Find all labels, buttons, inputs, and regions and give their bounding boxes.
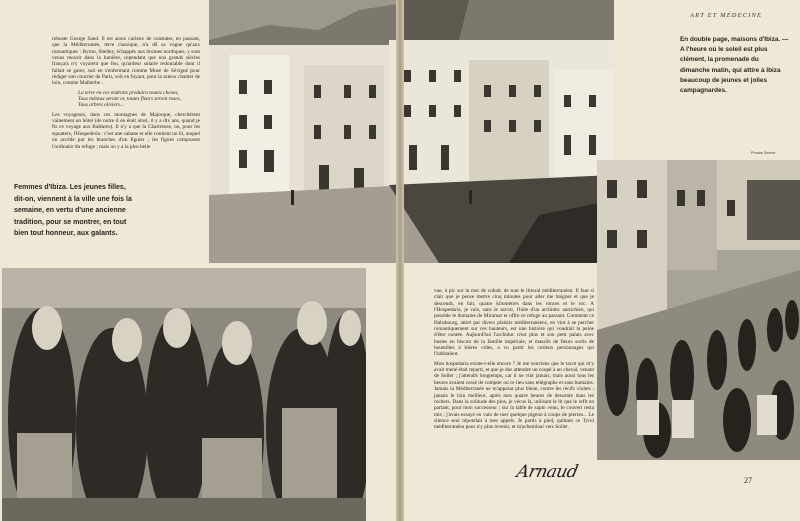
binding-gutter bbox=[396, 0, 404, 521]
verse-line: Tous métaux seront or, toutes fleurs seront roses, bbox=[78, 96, 181, 103]
verse-line: Tous arbres oliviers... bbox=[78, 102, 124, 109]
caption-women-of-ibiza: Femmes d'Ibiza. Les jeunes filles, dit-on, viennent à la ville une fois la semaine, en vertu d'une ancienne tradition, pour se montrer, en tout bien tout honneur, aux galants. bbox=[14, 184, 132, 238]
article-text-right bbox=[434, 288, 594, 434]
photo-women-of-ibiza bbox=[2, 268, 366, 521]
author-signature: Arnaud bbox=[514, 462, 580, 482]
photo-credit: Photos Selexe bbox=[751, 151, 776, 155]
article-paragraph: Les voyageurs, dans ces montagnes de Majorque, cherchèrent vainement un hôtel (de notre il en était ainsi, il y a dix ans, quand je fis ce voyage aux Baléares). Il n'y a que la Chartreuse, ou, pour les squatters, l'Hospederia : c'est une cabane et elle contient un lit, auquel on accède par les branches d'un figuier ; les figues composent l'ordinaire du refuge ; mais on y a la plus belle bbox=[52, 111, 200, 150]
article-paragraph: Mon hospedaria existe-t-elle encore ? Je me souviens que le tacot qui m'y avait mené était reparti, et que je dus attendre un coupé à un cheval, venant de Soller ; j'attendis longtemps, car il ne vint jamais, mais aussi tous les heures avaient cessé de compter ou ce lieu sans télégraphe et sans humains. Jamais la Méditerranée ne m'apparut plus bleue, contre les récifs violets ; jamais le loin meilleur, après mes quatre heures de descente dans les rochers. Dans la solitude des pins, je vécus là, utilisant le lit que le refit en partant, pour mon successeur ; sur la table de sapin venu, le couvert resta mis ; j'avais essayé en vain de tuer quelque pigeon à coups de pierres... Le silence seul répondait à mes appels. Je partis à pied, quittant ce Tyrol méditerranéen pour n'y plus revenir, et m'acheminai vers Soller. bbox=[434, 360, 594, 431]
article-paragraph: vue, à pic sur la mer de cobalt, de tout le littoral méditerranéen. Il faut si clair que je pense mettre cinq minutes pour aller me baigner et que je descends, en fait, quatre kilomètres dans les ronces et le roc. A l'Hospedaria, je vais, sans le savoir, l'hôte d'un archiduc autrichien, qui possède le domaine de Miramar et offre ce refuge au passant. Comment ce Habsbourg, attiré par divers plaisirs méditerranéens, en vint à se percher romantiquement sur ces hauteurs, est une histoire qui voudrait la peine d'être contée. Aujourd'hui l'archiduc n'est plus et son petit palais avec bustes en biscuit de la famille impériale, et massifs de fleurs sortis de bouteilles à bières vides, a vu partir les curieux personnages qui l'habitaient. bbox=[434, 288, 594, 358]
article-paragraph: robuste George Sand. Il est assez curieux de constater, en passant, que la Méditerranée, terre classique, n'a dû sa vogue qu'aux romantiques : Byron, Shelley, échappés aux brumes nordiques, y sont venus mourir dans la lumière, cependant que nos grands siècles français n'y voyaient que feu, qu'ardeur solaire redoutable dont il fallait se garer, suit en s'enfermant comme Muse de Sévigné pour rédiger son courrier de Paris, soit en fuyant, pour la mieux chanter de loin, comme Malherbe : bbox=[52, 36, 200, 87]
caption-ibiza-houses: En double page, maisons d'Ibiza. — A l'heure où le soleil est plus clément, la promenade du dimanche matin, qui attire à Ibiza beaucoup de jeunes et jolies campagnardes. bbox=[680, 36, 789, 95]
photo-sunday-promenade bbox=[597, 160, 800, 460]
quoted-verse bbox=[52, 90, 200, 109]
article-text-left bbox=[52, 36, 200, 153]
page-number: 27 bbox=[744, 476, 752, 485]
verse-line: La terre en ces endroits produira toutes choses, bbox=[78, 89, 179, 96]
photo-ibiza-houses bbox=[209, 0, 614, 263]
running-head: ART ET MÉDECINE bbox=[690, 12, 763, 19]
